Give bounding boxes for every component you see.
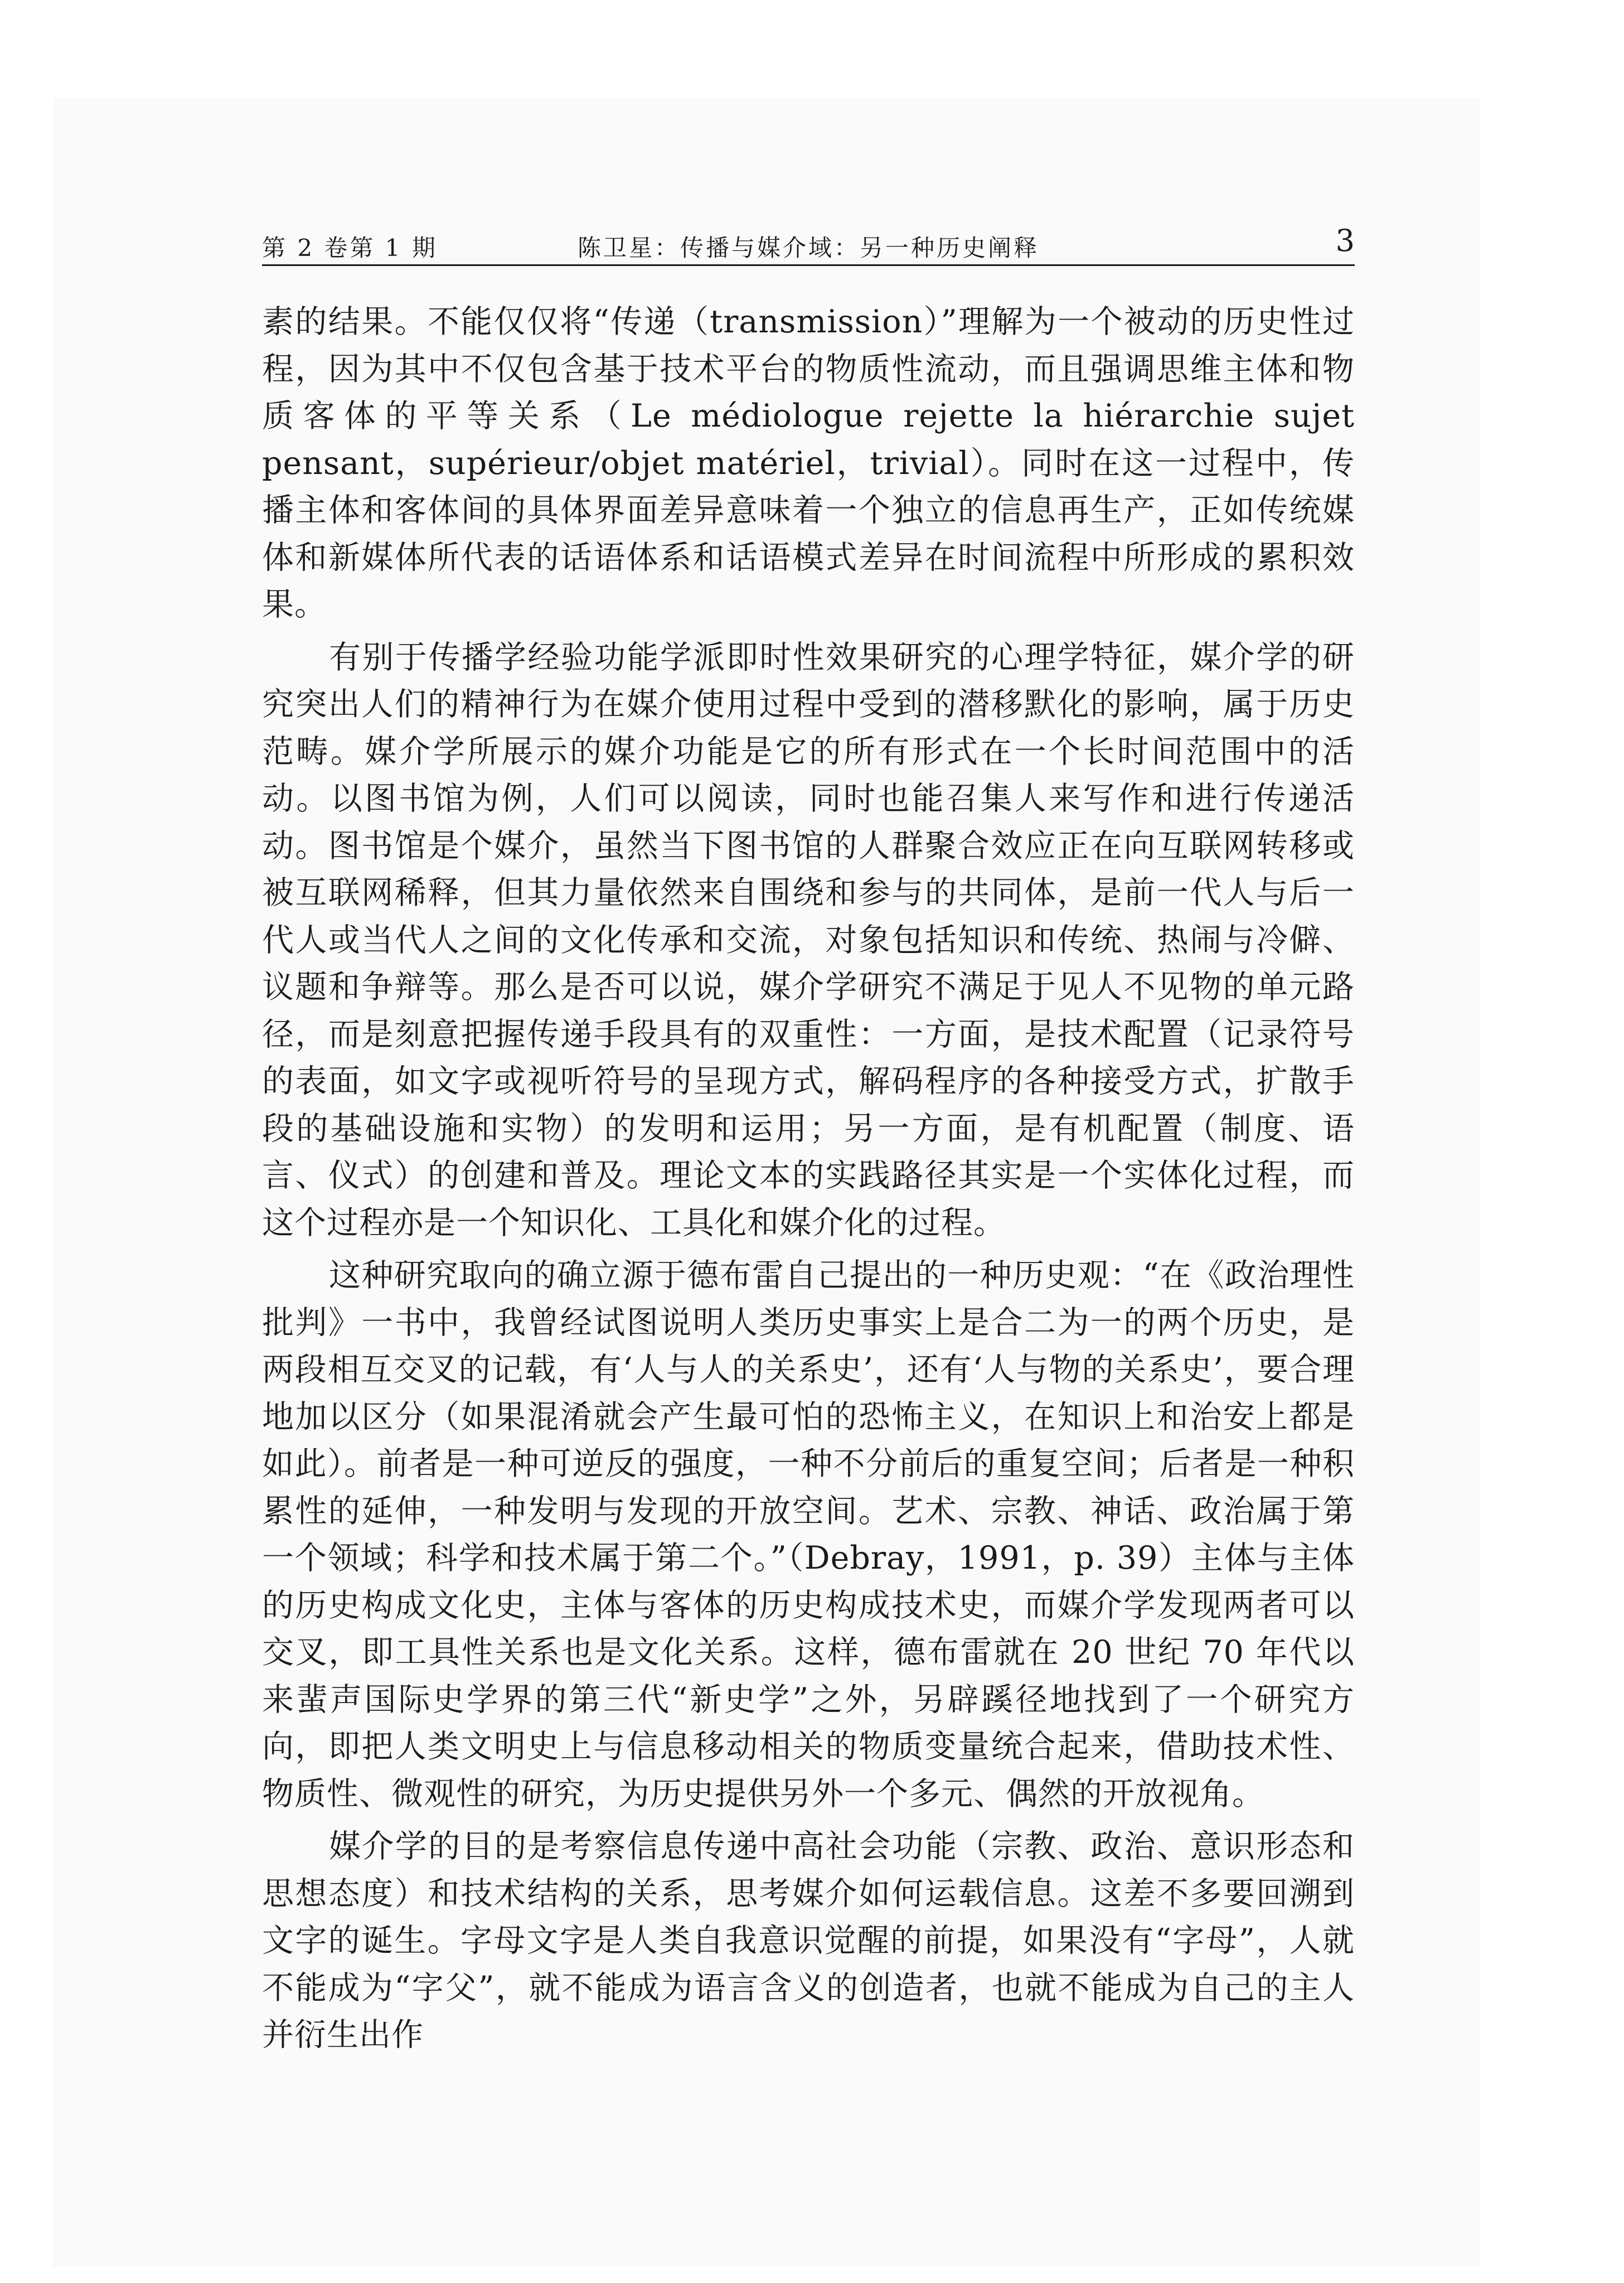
volume-issue: 第 2 卷第 1 期 — [262, 234, 438, 262]
running-header — [262, 223, 1355, 262]
article-title: 陈卫星：传播与媒介域：另一种历史阐释 — [577, 234, 1039, 262]
page-number: 3 — [1335, 223, 1355, 258]
paragraph: 这种研究取向的确立源于德布雷自己提出的一种历史观：“在《政治理性批判》一书中，我曾经试图说明人类历史事实上是合二为一的两个历史，是两段相互交叉的记载，有‘人与人的关系史’，还有‘人与物的关系史’，要合理地加以区分（如果混淆就会产生最可怕的恐怖主义，在知识上和治安上都是如此）。前者是一种可逆反的强度，一种不分前后的重复空间；后者是一种积累性的延伸，一种发明与发现的开放空间。艺术、宗教、神话、政治属于第一个领域；科学和技术属于第二个。”（Debray，1991，p. 39）主体与主体的历史构成文化史，主体与客体的历史构成技术史，而媒介学发现两者可以交叉，即工具性关系也是文化关系。这样，德布雷就在 20 世纪 70 年代以来蜚声国际史学界的第三代“新史学”之外，另辟蹊径地找到了一个研究方向，即把人类文明史上与信息移动相关的物质变量统合起来，借助技术性、物质性、微观性的研究，为历史提供另外一个多元、偶然的开放视角。 — [262, 1257, 1355, 1812]
paragraph: 媒介学的目的是考察信息传递中高社会功能（宗教、政治、意识形态和思想态度）和技术结构的关系，思考媒介如何运载信息。这差不多要回溯到文字的诞生。字母文字是人类自我意识觉醒的前提，如果没有“字母”，人就不能成为“字父”，就不能成为语言含义的创造者，也就不能成为自己的主人并衍生出作 — [262, 1828, 1355, 2053]
header-rule — [262, 264, 1355, 266]
paragraph: 有别于传播学经验功能学派即时性效果研究的心理学特征，媒介学的研究突出人们的精神行为在媒介使用过程中受到的潜移默化的影响，属于历史范畴。媒介学所展示的媒介功能是它的所有形式在一个长时间范围中的活动。以图书馆为例，人们可以阅读，同时也能召集人来写作和进行传递活动。图书馆是个媒介，虽然当下图书馆的人群聚合效应正在向互联网转移或被互联网稀释，但其力量依然来自围绕和参与的共同体，是前一代人与后一代人或当代人之间的文化传承和交流，对象包括知识和传统、热闹与冷僻、议题和争辩等。那么是否可以说，媒介学研究不满足于见人不见物的单元路径，而是刻意把握传递手段具有的双重性：一方面，是技术配置（记录符号的表面，如文字或视听符号的呈现方式，解码程序的各种接受方式，扩散手段的基础设施和实物）的发明和运用；另一方面，是有机配置（制度、语言、仪式）的创建和普及。理论文本的实践路径其实是一个实体化过程，而这个过程亦是一个知识化、工具化和媒介化的过程。 — [262, 639, 1355, 1241]
paragraph: 素的结果。不能仅仅将“传递（transmission）”理解为一个被动的历史性过程，因为其中不仅包含基于技术平台的物质性流动，而且强调思维主体和物质客体的平等关系（Le médiologue rejette la hiérarchie sujet pensant，supérieur/objet matériel，trivial）。同时在这一过程中，传播主体和客体间的具体界面差异意味着一个独立的信息再生产，正如传统媒体和新媒体所代表的话语体系和话语模式差异在时间流程中所形成的累积效果。 — [262, 303, 1355, 623]
body-text — [262, 298, 1355, 2064]
